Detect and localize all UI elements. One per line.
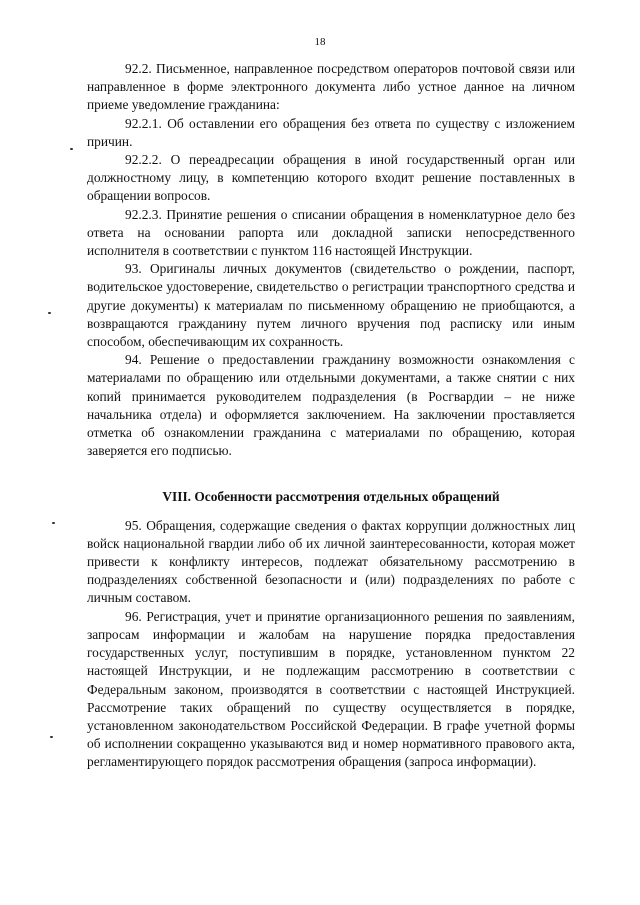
section-heading: VIII. Особенности рассмотрения отдельных обращений [162,489,500,505]
margin-mark [70,148,73,150]
paragraph-96: 96. Регистрация, учет и принятие организационного решения по заявлениям, запросам информации и жалобам на нарушение порядка предоставления государственных услуг, поступившим в порядке, установленном пунктом 22 настоящей Инструкции, и не подлежащим рассмотрению в соответствии с Федеральным законом, производятся в соответствии с настоящей Инструкцией. Рассмотрение таких обращений по существу осуществляется в порядке, установленном законодательством Российской Федерации. В графе учетной формы об исполнении сокращенно указываются вид и номер нормативного правового акта, регламентирующего порядок рассмотрения обращения (запроса информации). [87,608,575,770]
paragraph-95: 95. Обращения, содержащие сведения о фактах коррупции должностных лиц войск национальной гвардии либо об их личной заинтересованности, которая может привести к конфликту интересов, подлежат обязательному рассмотрению в подразделениях собственной безопасности и (или) подразделениях по работе с личным составом. [87,517,575,606]
document-body [87,60,575,772]
margin-mark [52,522,55,524]
paragraph-93: 93. Оригиналы личных документов (свидетельство о рождении, паспорт, водительское удостоверение, свидетельство о регистрации транспортного средства и другие документы) к материалам по письменному обращению не приобщаются, а возвращаются гражданину путем личного вручения под расписку или иным способом, обеспечивающим их сохранность. [87,261,575,350]
margin-mark [48,312,51,314]
page-number: 18 [314,36,326,48]
margin-mark [50,736,53,738]
paragraph-94: 94. Решение о предоставлении гражданину возможности ознакомления с материалами по обращению или отдельными документами, а также снятии с них копий принимается руководителем подразделения (в Росгвардии – не ниже начальника отдела) и оформляется заключением. На заключении проставляется отметка об ознакомлении гражданина с материалами по обращению, которая заверяется его подписью. [87,352,575,459]
paragraph-92-2-2: 92.2.2. О переадресации обращения в иной государственный орган или должностному лицу, в компетенцию которого входит решение поставленных в обращении вопросов. [87,152,575,204]
paragraph-92-2: 92.2. Письменное, направленное посредством операторов почтовой связи или направленное в форме электронного документа либо устное данное на личном приеме уведомление гражданина: [87,61,575,113]
paragraph-92-2-3: 92.2.3. Принятие решения о списании обращения в номенклатурное дело без ответа на основании рапорта или докладной записки непосредственного исполнителя в соответствии с пунктом 116 настоящей Инструкции. [87,206,575,259]
paragraph-92-2-1: 92.2.1. Об оставлении его обращения без ответа по существу с изложением причин. [87,115,575,149]
